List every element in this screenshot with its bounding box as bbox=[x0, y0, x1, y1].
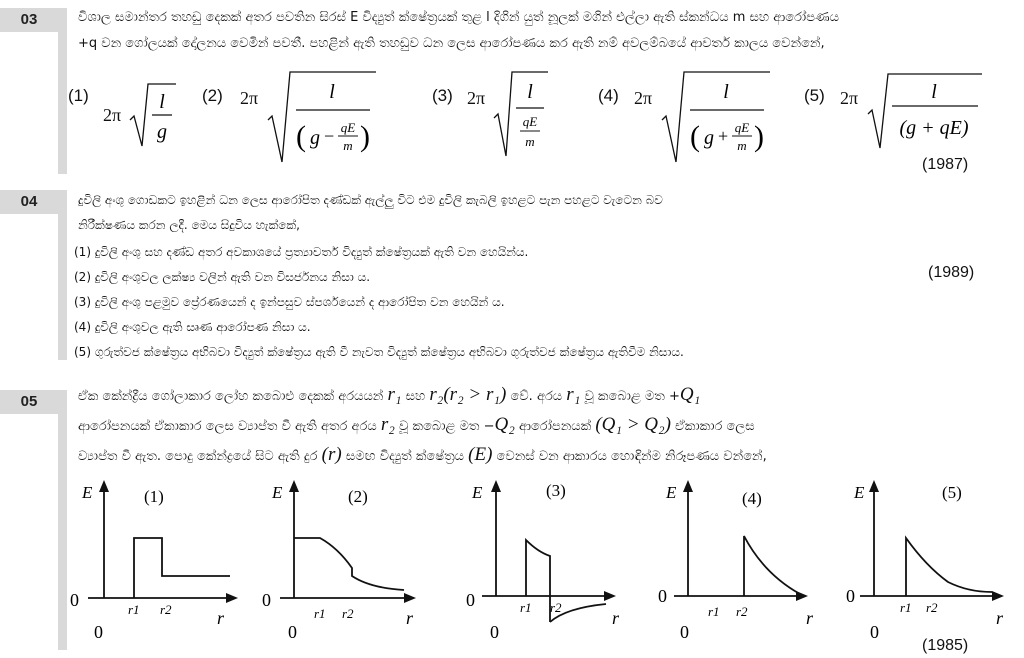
q04-text-line1: දුවිලි අංශු ගොඩකට ඉහළින් ධන ලෙස ආරෝපිත දණ්ඩක් ඇල්ලු විට එම දුවිලි කැබලි ඉහළට පැන පහළට වැටෙන බව bbox=[78, 193, 663, 207]
svg-text:(1): (1) bbox=[144, 487, 164, 506]
svg-text:qE: qE bbox=[340, 120, 356, 135]
svg-text:(4): (4) bbox=[742, 489, 762, 508]
svg-text:m: m bbox=[737, 138, 747, 153]
svg-text:0: 0 bbox=[870, 622, 879, 642]
svg-text:−: − bbox=[324, 126, 335, 146]
q05-graph-4 bbox=[654, 478, 824, 640]
svg-text:(2): (2) bbox=[348, 487, 368, 506]
q04-option-2: (2) දුවිලි අංශුවල ලක්ෂ්‍ය වලින් ඇති වන විසර්ජනය නිසා ය. bbox=[74, 270, 371, 284]
svg-text:g: g bbox=[704, 127, 714, 149]
svg-text:r2: r2 bbox=[926, 600, 938, 615]
svg-text:0: 0 bbox=[466, 590, 475, 610]
svg-text:m: m bbox=[525, 134, 535, 149]
q03-two-pi-3: 2π bbox=[467, 88, 486, 108]
svg-text:(: ( bbox=[296, 120, 306, 153]
question-number-04: 04 bbox=[0, 190, 58, 214]
svg-text:): ) bbox=[360, 120, 370, 153]
q03-year: (1987) bbox=[922, 156, 969, 173]
svg-text:+: + bbox=[718, 126, 729, 146]
q03-two-pi-5: 2π bbox=[840, 88, 859, 108]
svg-text:0: 0 bbox=[94, 622, 103, 642]
svg-text:g: g bbox=[310, 127, 320, 149]
q03-option-4: (4) bbox=[598, 86, 619, 105]
q05-text-line1: ඒක කේන්ද්‍රීය ගෝලාකාර ලෝහ කබොළු දෙකක් අරයයන් r₁ සහ r₂(r₂ > r₁) වේ. අරය r₁ වූ කබොළ මත +Q₁ bbox=[78, 384, 701, 405]
svg-text:r2: r2 bbox=[160, 602, 172, 617]
svg-text:E: E bbox=[666, 483, 677, 502]
q05-text-line2: ආරෝපනයක් ඒකාකාර ලෙස ව්‍යාප්ත වී ඇති අතර අරය r₂ වූ කබොළ මත −Q₂ ආරෝපනයක් (Q₁ > Q₂) ඒකාකාර ලෙස bbox=[78, 414, 755, 435]
q04-option-1: (1) දුවිලි අංශු සහ දණ්ඩ අතර අවකාශයේ ප්‍රත්‍යාවර්ත විද්‍යුත් ක්ෂේත්‍රයක් ඇති වන හෙයින්ය. bbox=[74, 245, 529, 259]
q03-option-2: (2) bbox=[202, 86, 223, 105]
question-bar-04 bbox=[58, 190, 67, 360]
svg-text:l: l bbox=[931, 81, 937, 103]
q03-two-pi-4: 2π bbox=[634, 88, 653, 108]
svg-text:l: l bbox=[723, 81, 729, 103]
svg-text:r1: r1 bbox=[520, 600, 532, 615]
q05-text-line3: ව්‍යාප්ත වී ඇත. පොදු කේන්ද්‍රයේ සිට ඇති දුර (r) සමඟ විද්‍යුත් ක්ෂේත්‍රය (E) වෙනස් වන ආකාරය හොඳින්ම නිරූපණය වන්නේ, bbox=[78, 444, 767, 465]
svg-text:r1: r1 bbox=[900, 600, 912, 615]
q03-option-3: (3) bbox=[432, 86, 453, 105]
svg-text:r: r bbox=[612, 608, 620, 628]
q03-option-5: (5) bbox=[804, 86, 825, 105]
svg-text:(3): (3) bbox=[546, 481, 566, 500]
svg-text:0: 0 bbox=[490, 622, 499, 642]
svg-text:(: ( bbox=[690, 120, 700, 153]
svg-text:r1: r1 bbox=[128, 602, 140, 617]
svg-text:E: E bbox=[82, 483, 93, 502]
q05-graph-1 bbox=[62, 478, 242, 640]
svg-text:r: r bbox=[806, 608, 814, 628]
q03-sqrt-1 bbox=[128, 82, 178, 152]
svg-text:r2: r2 bbox=[736, 604, 748, 619]
svg-text:m: m bbox=[343, 138, 353, 153]
svg-text:0: 0 bbox=[680, 622, 689, 642]
svg-text:0: 0 bbox=[262, 590, 271, 610]
svg-text:r1: r1 bbox=[314, 606, 326, 621]
svg-text:0: 0 bbox=[70, 590, 79, 610]
svg-text:r1: r1 bbox=[708, 604, 720, 619]
svg-text:r2: r2 bbox=[550, 600, 562, 615]
q03-option-1: (1) bbox=[68, 86, 89, 105]
q05-graph-5 bbox=[846, 478, 1022, 640]
svg-text:qE: qE bbox=[734, 120, 750, 135]
svg-text:l: l bbox=[329, 81, 335, 103]
q03-text-line2: +q වන ගෝලයක් දෝලනය වෙමින් පවතී. පහළින් ඇති තහඩුව ධන ලෙස ආරෝපණය කර ඇති නම් අවලම්බයේ ආවර්ත කාලය වෙන්නේ, bbox=[78, 36, 825, 51]
svg-text:0: 0 bbox=[658, 586, 667, 606]
svg-text:0: 0 bbox=[288, 622, 297, 642]
svg-text:g: g bbox=[157, 121, 167, 143]
svg-text:l: l bbox=[159, 91, 165, 113]
q05-graph-2 bbox=[258, 478, 428, 640]
svg-text:0: 0 bbox=[846, 586, 855, 606]
svg-text:E: E bbox=[472, 483, 483, 502]
q03-sqrt-3 bbox=[492, 70, 552, 160]
q05-graph-3 bbox=[462, 478, 632, 640]
svg-text:E: E bbox=[854, 483, 865, 502]
svg-text:qE: qE bbox=[522, 114, 538, 129]
question-number-03: 03 bbox=[0, 8, 58, 32]
q03-sqrt-4 bbox=[660, 70, 772, 166]
svg-text:E: E bbox=[272, 483, 283, 502]
q04-option-4: (4) දුවිලි අංශුවල ඇති සෘණ ආරෝපණ නිසා ය. bbox=[74, 320, 311, 334]
q04-year: (1989) bbox=[928, 264, 975, 281]
q03-sqrt-5 bbox=[866, 72, 986, 152]
q05-year: (1985) bbox=[922, 637, 969, 654]
question-bar-03 bbox=[58, 8, 67, 174]
q03-text-line1: විශාල සමාන්තර තහඩු දෙකක් අතර පවතින සිරස් E විද්‍යුත් ක්ෂේත්‍රයක් තුළ l දිගින් යුත් නූලක් මගින් එල්ලා ඇති ස්කන්ධය m සහ ආරෝපණය bbox=[78, 10, 839, 25]
svg-text:(5): (5) bbox=[942, 483, 962, 502]
q03-two-pi-1: 2π bbox=[103, 105, 122, 125]
svg-text:l: l bbox=[527, 81, 533, 103]
q04-option-5: (5) ගුරුත්වජ ක්ෂේත්‍රය අභිබවා විද්‍යුත් ක්ෂේත්‍රය ඇති වී නැවත විද්‍යුත් ක්ෂේත්‍රය අභිබවා ගුරුත්වජ ක්ෂේත්‍රය ඇතිවීම නිසාය. bbox=[74, 345, 684, 359]
q03-sqrt-2 bbox=[266, 70, 378, 166]
svg-text:(g + qE): (g + qE) bbox=[899, 117, 969, 139]
q04-text-line2: නිරීක්ෂණය කරන ලදී. මෙය සිදුවිය හැක්කේ, bbox=[78, 218, 300, 232]
svg-text:): ) bbox=[754, 120, 764, 153]
svg-text:r: r bbox=[406, 608, 414, 628]
q04-option-3: (3) දුවිලි අංශු පළමුව ප්‍රේරණයෙන් ද ඉන්පසුව ස්පර්ශයෙන් ද ආරෝපිත වන හෙයින් ය. bbox=[74, 295, 505, 309]
question-number-05: 05 bbox=[0, 390, 58, 414]
svg-text:r: r bbox=[996, 608, 1004, 628]
q03-two-pi-2: 2π bbox=[240, 88, 259, 108]
svg-text:r2: r2 bbox=[342, 606, 354, 621]
svg-text:r: r bbox=[217, 608, 225, 628]
